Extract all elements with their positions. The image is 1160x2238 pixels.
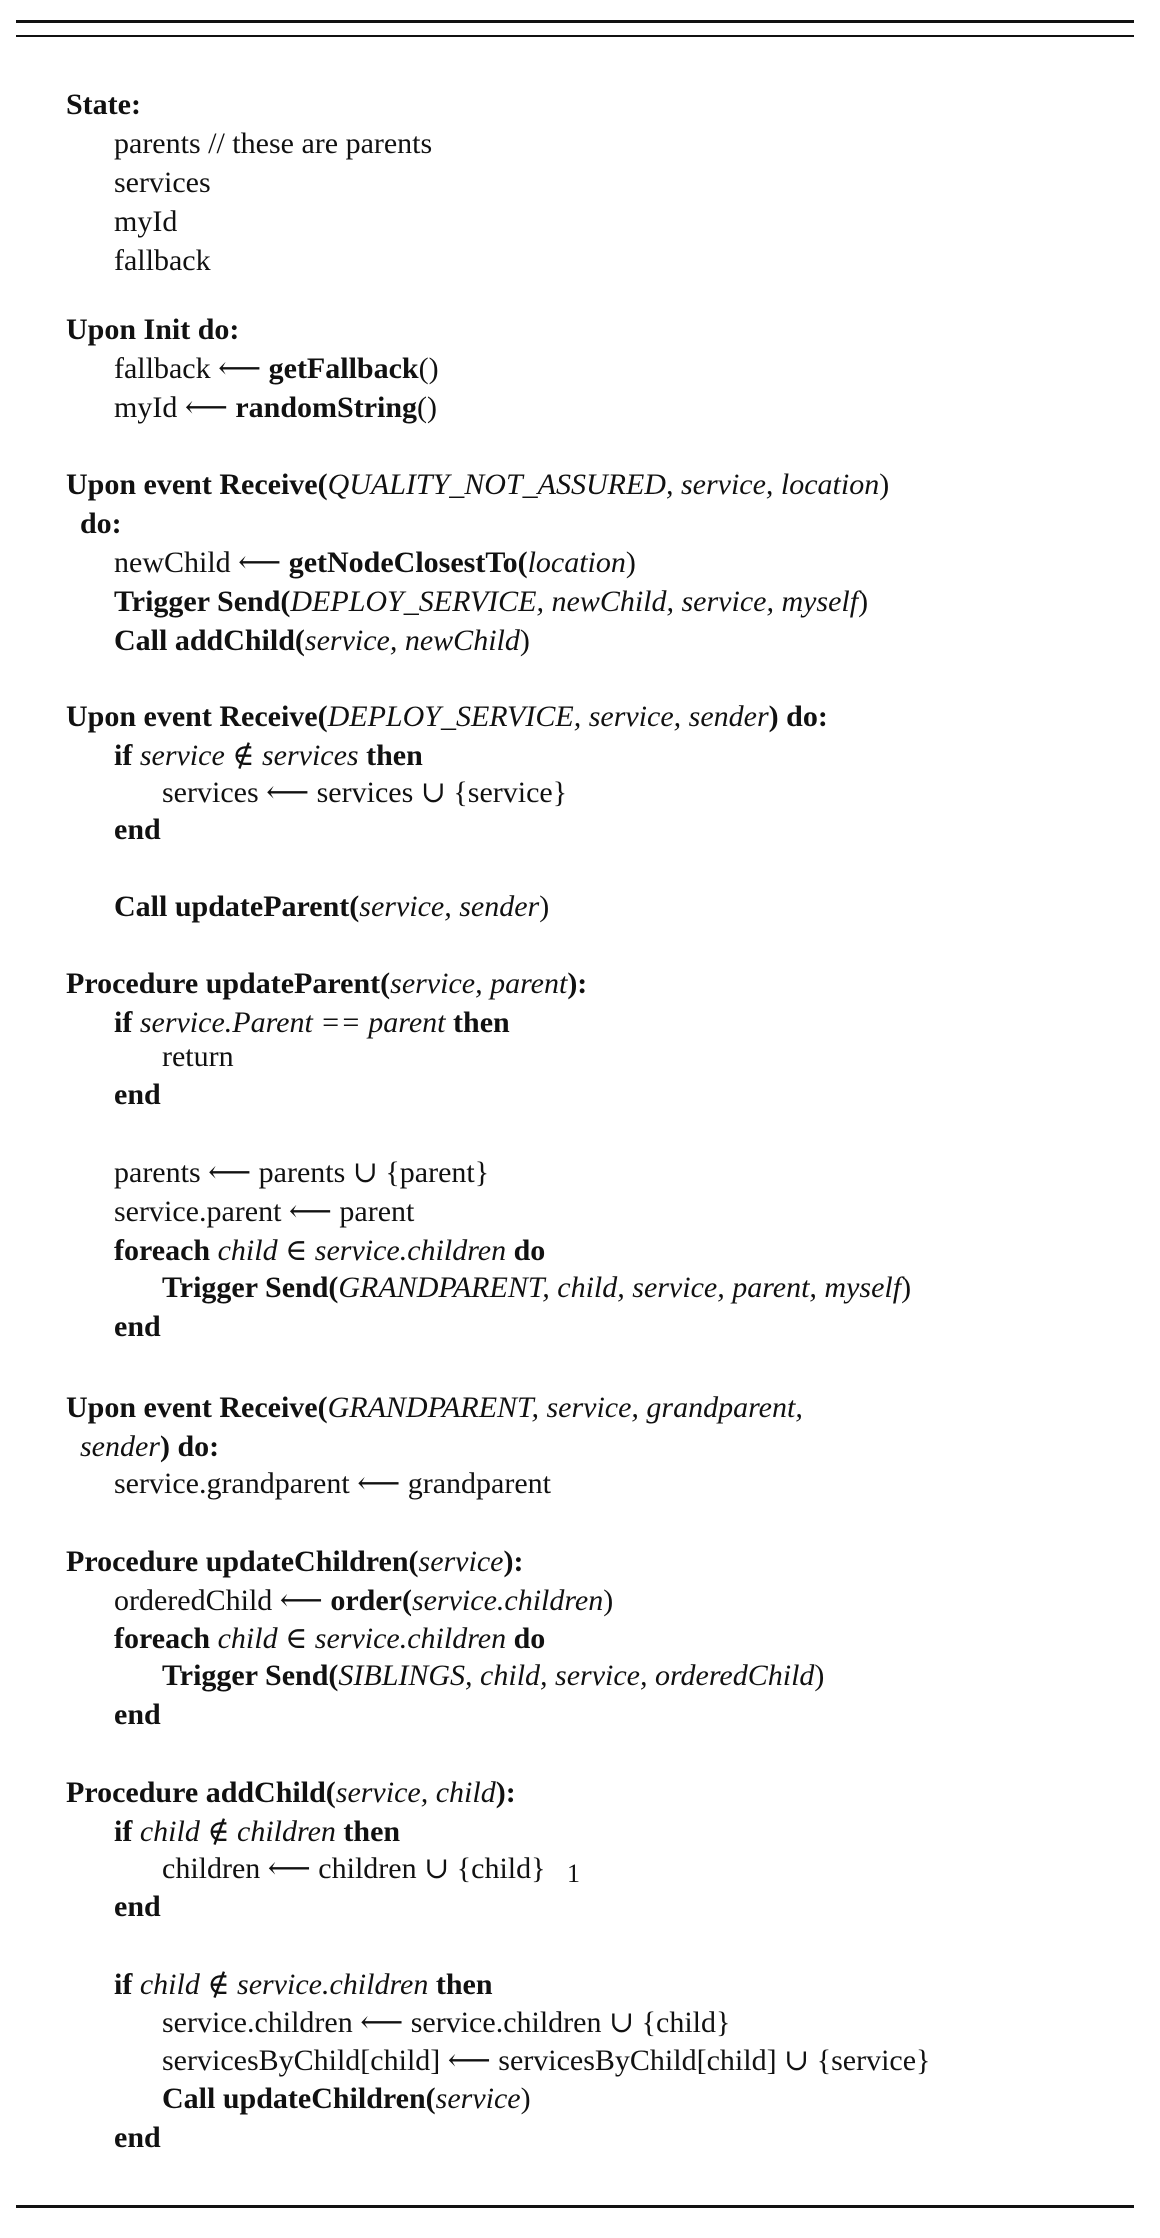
update-parent-foreach: foreach child ∈ service.children do: [114, 1234, 546, 1267]
update-parent-line-service-parent: service.parent ⟵ parent: [114, 1195, 415, 1228]
state-var-fallback: fallback: [114, 244, 211, 277]
update-children-trigger: Trigger Send(SIBLINGS, child, service, orderedChild): [162, 1659, 825, 1692]
init-line-fallback: fallback ⟵ getFallback(): [114, 352, 439, 385]
add-child-end1: end: [114, 1890, 161, 1923]
recv-grand-header: Upon event Receive(GRANDPARENT, service, grandparent,: [66, 1391, 803, 1424]
recv-deploy-end: end: [114, 813, 161, 846]
recv-qna-do: do:: [80, 507, 122, 540]
recv-qna-header: Upon event Receive(QUALITY_NOT_ASSURED, service, location): [66, 468, 890, 501]
update-parent-header: Procedure updateParent(service, parent):: [66, 967, 588, 1000]
add-child-header: Procedure addChild(service, child):: [66, 1776, 516, 1809]
recv-grand-assign: service.grandparent ⟵ grandparent: [114, 1467, 551, 1500]
init-header: Upon Init do:: [66, 313, 240, 346]
recv-deploy-call: Call updateParent(service, sender): [114, 890, 550, 923]
update-parent-end2: end: [114, 1310, 161, 1343]
state-header: State:: [66, 88, 141, 121]
update-parent-line-parents: parents ⟵ parents ∪ {parent}: [114, 1156, 490, 1189]
page-number: 1: [567, 1859, 580, 1888]
top-rule-thick: [16, 20, 1134, 23]
update-children-end: end: [114, 1698, 161, 1731]
recv-deploy-if: if service ∉ services then: [114, 739, 423, 772]
add-child-if2: if child ∉ service.children then: [114, 1968, 493, 2001]
add-child-end2: end: [114, 2121, 161, 2154]
update-children-header: Procedure updateChildren(service):: [66, 1545, 524, 1578]
recv-grand-header-cont: sender) do:: [80, 1430, 220, 1463]
state-var-services: services: [114, 166, 211, 199]
top-rule-thin: [16, 35, 1134, 37]
update-children-foreach: foreach child ∈ service.children do: [114, 1622, 546, 1655]
update-children-line-ordered: orderedChild ⟵ order(service.children): [114, 1584, 614, 1617]
recv-deploy-assign: services ⟵ services ∪ {service}: [162, 776, 568, 809]
update-parent-if: if service.Parent == parent then: [114, 1006, 510, 1039]
init-line-myid: myId ⟵ randomString(): [114, 391, 438, 424]
bottom-rule: [16, 2205, 1134, 2208]
recv-qna-line-trigger: Trigger Send(DEPLOY_SERVICE, newChild, service, myself): [114, 585, 869, 618]
add-child-assign1: children ⟵ children ∪ {child}: [162, 1852, 546, 1885]
update-parent-return: return: [162, 1040, 234, 1073]
update-parent-end1: end: [114, 1078, 161, 1111]
recv-qna-line-call: Call addChild(service, newChild): [114, 624, 530, 657]
state-var-myid: myId: [114, 205, 178, 238]
add-child-call: Call updateChildren(service): [162, 2082, 531, 2115]
recv-deploy-header: Upon event Receive(DEPLOY_SERVICE, service, sender) do:: [66, 700, 828, 733]
add-child-line-services-by-child: servicesByChild[child] ⟵ servicesByChild[child] ∪ {service}: [162, 2044, 931, 2077]
update-parent-trigger: Trigger Send(GRANDPARENT, child, service, parent, myself): [162, 1271, 912, 1304]
add-child-line-service-children: service.children ⟵ service.children ∪ {child}: [162, 2006, 731, 2039]
recv-qna-line-newchild: newChild ⟵ getNodeClosestTo(location): [114, 546, 636, 579]
state-var-parents: parents // these are parents: [114, 127, 433, 160]
add-child-if1: if child ∉ children then: [114, 1815, 401, 1848]
